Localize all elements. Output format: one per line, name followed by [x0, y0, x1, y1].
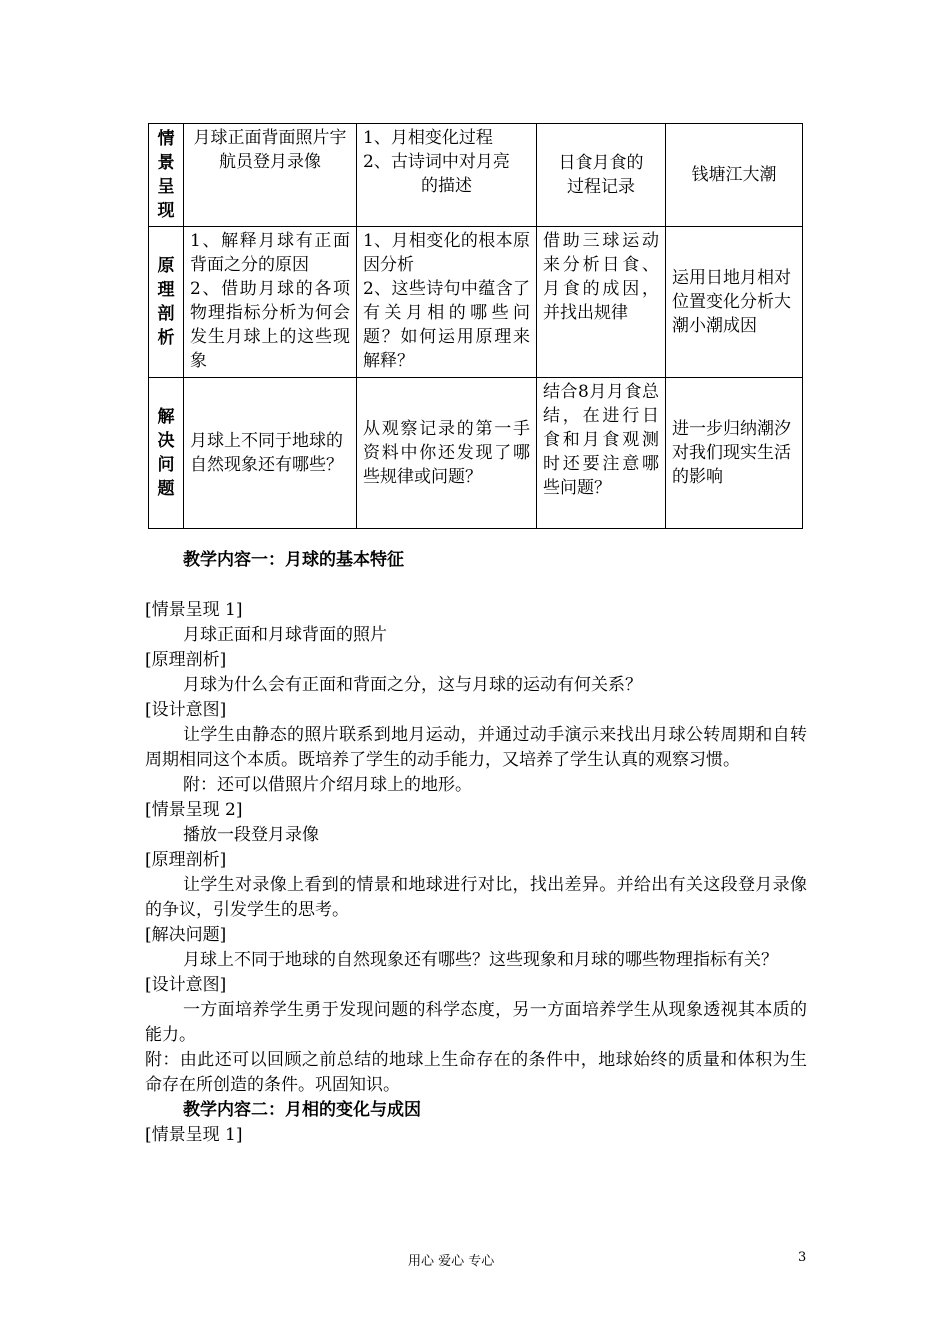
paragraph: 让学生对录像上看到的情景和地球进行对比，找出差异。并给出有关这段登月录像的争议，引发学生的思考。: [145, 875, 807, 920]
table-cell: 结合8月月食总结，在进行日食和月食观测时还要注意哪些问题？: [537, 378, 666, 529]
paragraph: 一方面培养学生勇于发现问题的科学态度，另一方面培养学生从现象透视其本质的能力。: [145, 1000, 807, 1045]
table-cell: 月球正面背面照片宇航员登月录像: [184, 124, 357, 227]
paragraph: 月球上不同于地球的自然现象还有哪些？这些现象和月球的哪些物理指标有关？: [183, 950, 778, 970]
section-tag: [原理剖析]: [145, 850, 227, 870]
table-cell: 1、解释月球有正面背面之分的原因 2、借助月球的各项物理指标分析为何会发生月球上的这些现象: [184, 227, 357, 378]
paragraph: 附：由此还可以回顾之前总结的地球上生命存在的条件中，地球始终的质量和体积为生命存在所创造的条件。巩固知识。: [145, 1050, 807, 1095]
table-cell: 借助三球运动来分析日食、月食的成因，并找出规律: [537, 227, 666, 378]
table-row: [149, 378, 803, 529]
table-cell: 1、月相变化的根本原因分析 2、这些诗句中蕴含了有关月相的哪些问题？如何运用原理来解释？: [357, 227, 537, 378]
table-cell: 进一步归纳潮汐对我们现实生活的影响: [666, 378, 803, 529]
section-tag: [情景呈现 1]: [145, 600, 243, 620]
paragraph: 让学生由静态的照片联系到地月运动，并通过动手演示来找出月球公转周期和自转周期相同这个本质。既培养了学生的动手能力，又培养了学生认真的观察习惯。: [145, 725, 807, 770]
table-row: [149, 124, 803, 227]
row-header: 原 理 剖 析: [149, 227, 184, 378]
table-row: [149, 227, 803, 378]
paragraph: 播放一段登月录像: [183, 825, 319, 845]
section-tag: [情景呈现 1]: [145, 1125, 243, 1145]
row-header: 解 决 问 题: [149, 378, 184, 529]
row-header: 情 景 呈 现: [149, 124, 184, 227]
page-number: 3: [798, 1250, 807, 1265]
table-cell: 运用日地月相对位置变化分析大潮小潮成因: [666, 227, 803, 378]
paragraph: 月球正面和月球背面的照片: [183, 625, 387, 645]
section-tag: [原理剖析]: [145, 650, 227, 670]
section-heading: 教学内容二：月相的变化与成因: [183, 1100, 421, 1120]
table-cell: 从观察记录的第一手资料中你还发现了哪些规律或问题？: [357, 378, 537, 529]
section-tag: [解决问题]: [145, 925, 227, 945]
lesson-plan-table: [148, 123, 803, 529]
paragraph: 月球为什么会有正面和背面之分，这与月球的运动有何关系？: [183, 675, 642, 695]
table-cell: 钱塘江大潮: [666, 124, 803, 227]
lesson-content: [145, 548, 807, 1148]
table-cell: 1、月相变化过程 2、古诗词中对月亮 的描述: [357, 124, 537, 227]
section-heading: 教学内容一：月球的基本特征: [183, 550, 404, 570]
paragraph: 附：还可以借照片介绍月球上的地形。: [183, 775, 472, 795]
section-tag: [设计意图]: [145, 700, 227, 720]
table-cell: 月球上不同于地球的自然现象还有哪些？: [184, 378, 357, 529]
table-cell: 日食月食的 过程记录: [537, 124, 666, 227]
section-tag: [情景呈现 2]: [145, 800, 243, 820]
footer-motto: 用心 爱心 专心: [408, 1254, 495, 1269]
section-tag: [设计意图]: [145, 975, 227, 995]
